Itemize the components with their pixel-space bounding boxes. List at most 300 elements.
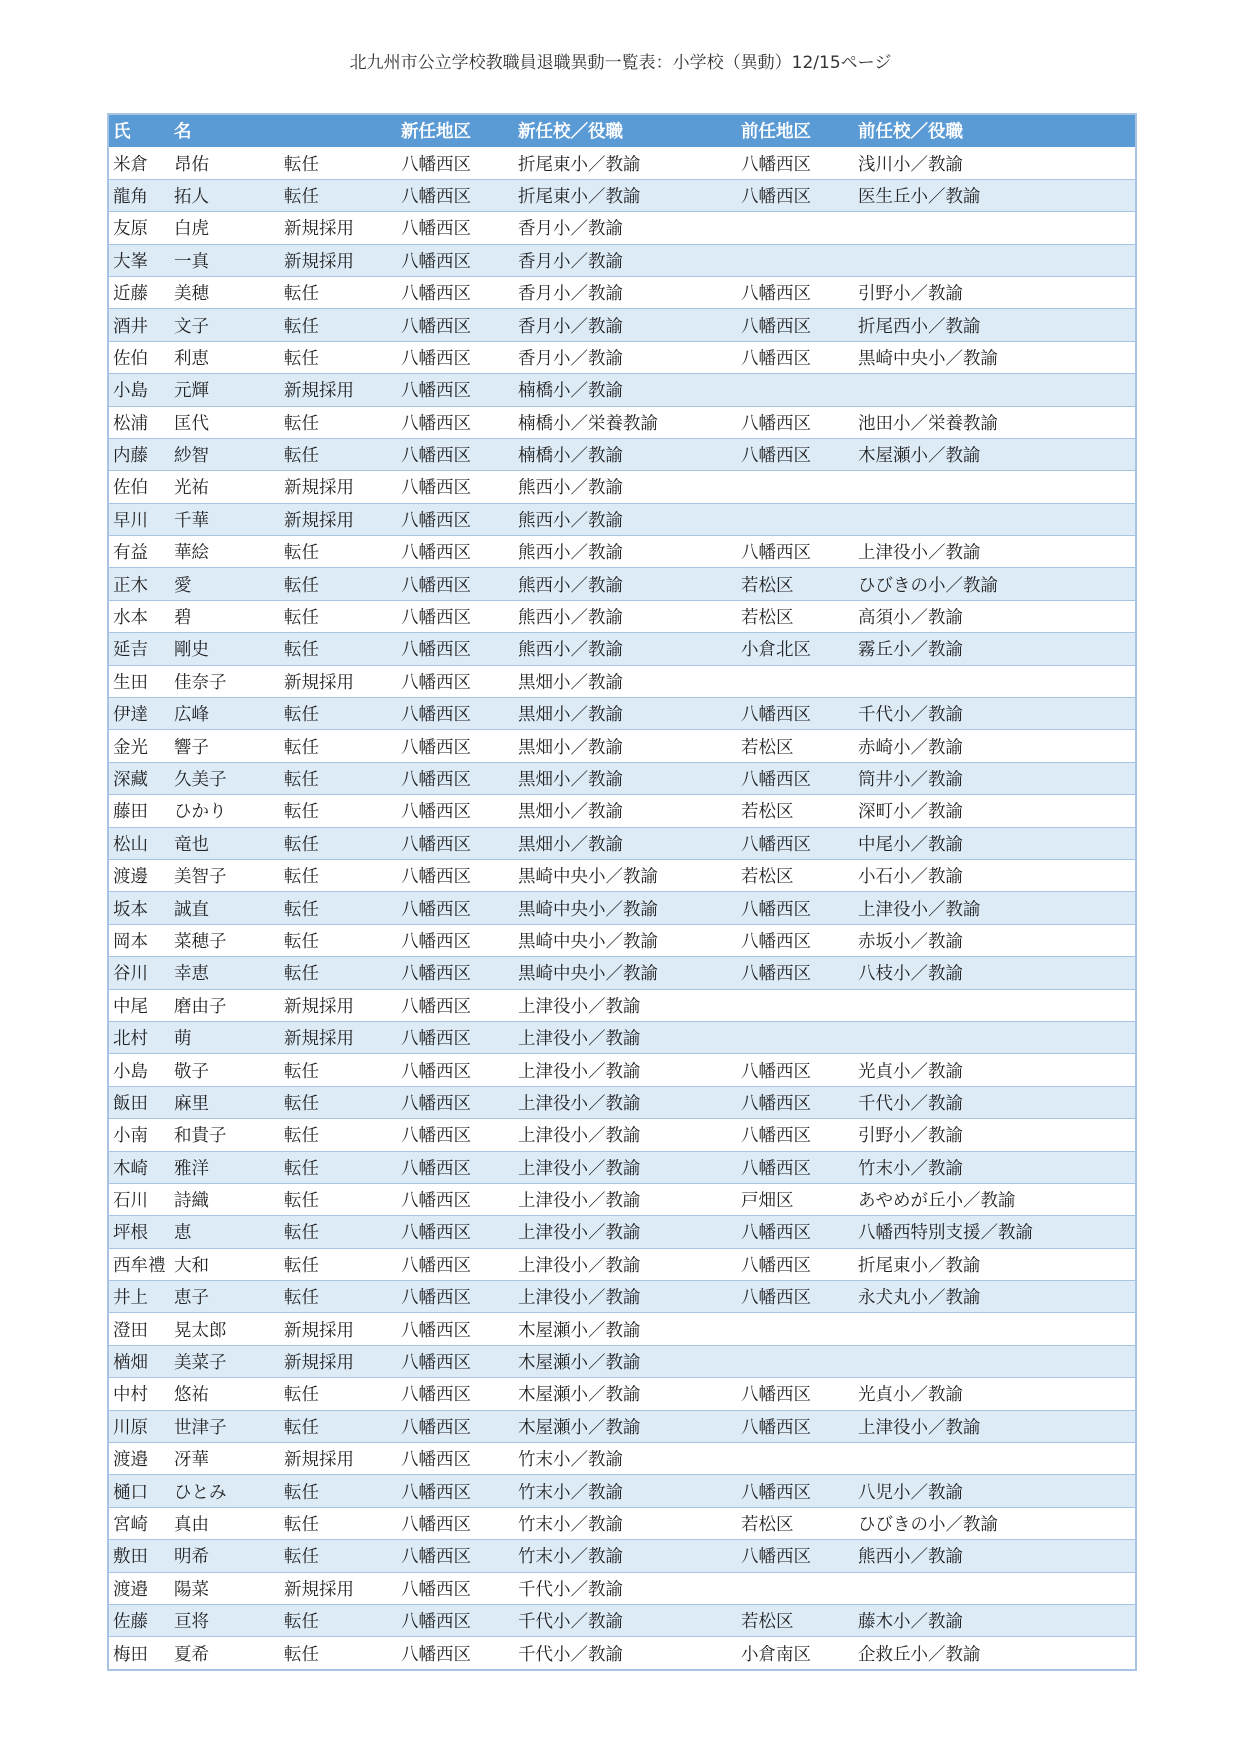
cell-new-school-role: 木屋瀬小／教諭 <box>514 1313 737 1345</box>
cell-previous-school-role: 筒井小／教諭 <box>854 762 1136 794</box>
cell-given-name: 恵 <box>170 1216 280 1248</box>
cell-new-district: 八幡西区 <box>397 924 514 956</box>
cell-new-district: 八幡西区 <box>397 1410 514 1442</box>
cell-transfer-type: 転任 <box>280 179 397 211</box>
cell-surname: 中尾 <box>108 989 170 1021</box>
cell-new-district: 八幡西区 <box>397 438 514 470</box>
cell-previous-district: 八幡西区 <box>737 438 854 470</box>
cell-previous-school-role: ひびきの小／教諭 <box>854 1507 1136 1539</box>
cell-new-school-role: 熊西小／教諭 <box>514 503 737 535</box>
cell-given-name: 敬子 <box>170 1054 280 1086</box>
cell-transfer-type: 転任 <box>280 309 397 341</box>
cell-new-district: 八幡西区 <box>397 1604 514 1636</box>
table-row <box>108 795 1136 827</box>
table-row <box>108 989 1136 1021</box>
cell-given-name: 菜穂子 <box>170 924 280 956</box>
cell-transfer-type: 新規採用 <box>280 1443 397 1475</box>
cell-given-name: 剛史 <box>170 633 280 665</box>
cell-given-name: 美智子 <box>170 859 280 891</box>
cell-previous-school-role: 折尾西小／教諭 <box>854 309 1136 341</box>
cell-surname: 酒井 <box>108 309 170 341</box>
header-transfer-type <box>280 114 397 147</box>
cell-new-school-role: 竹末小／教諭 <box>514 1540 737 1572</box>
cell-new-district: 八幡西区 <box>397 1313 514 1345</box>
cell-new-school-role: 竹末小／教諭 <box>514 1507 737 1539</box>
cell-new-school-role: 楠橋小／教諭 <box>514 374 737 406</box>
table-row <box>108 859 1136 891</box>
cell-new-school-role: 黒崎中央小／教諭 <box>514 957 737 989</box>
cell-surname: 澄田 <box>108 1313 170 1345</box>
header-previous-school-role: 前任校／役職 <box>854 114 1136 147</box>
cell-previous-district: 若松区 <box>737 600 854 632</box>
cell-surname: 宮崎 <box>108 1507 170 1539</box>
cell-surname: 坪根 <box>108 1216 170 1248</box>
cell-previous-school-role: 企救丘小／教諭 <box>854 1637 1136 1670</box>
cell-surname: 木崎 <box>108 1151 170 1183</box>
cell-given-name: 利恵 <box>170 341 280 373</box>
cell-given-name: 磨由子 <box>170 989 280 1021</box>
cell-surname: 北村 <box>108 1021 170 1053</box>
cell-given-name: 真由 <box>170 1507 280 1539</box>
cell-transfer-type: 新規採用 <box>280 374 397 406</box>
cell-given-name: 美穂 <box>170 276 280 308</box>
cell-surname: 渡邉 <box>108 1572 170 1604</box>
cell-new-school-role: 香月小／教諭 <box>514 309 737 341</box>
cell-previous-school-role <box>854 1345 1136 1377</box>
cell-new-school-role: 上津役小／教諭 <box>514 1183 737 1215</box>
cell-new-school-role: 上津役小／教諭 <box>514 1054 737 1086</box>
cell-previous-district: 八幡西区 <box>737 276 854 308</box>
cell-surname: 早川 <box>108 503 170 535</box>
table-row <box>108 1086 1136 1118</box>
table-row <box>108 536 1136 568</box>
cell-previous-school-role: 小石小／教諭 <box>854 859 1136 891</box>
cell-new-school-role: 黒崎中央小／教諭 <box>514 859 737 891</box>
cell-given-name: 佳奈子 <box>170 665 280 697</box>
cell-previous-school-role <box>854 212 1136 244</box>
header-new-district: 新任地区 <box>397 114 514 147</box>
cell-new-district: 八幡西区 <box>397 892 514 924</box>
cell-surname: 楢畑 <box>108 1345 170 1377</box>
cell-surname: 西牟禮 <box>108 1248 170 1280</box>
cell-surname: 佐藤 <box>108 1604 170 1636</box>
cell-given-name: 明希 <box>170 1540 280 1572</box>
cell-previous-school-role: 永犬丸小／教諭 <box>854 1281 1136 1313</box>
cell-surname: 佐伯 <box>108 341 170 373</box>
cell-previous-school-role <box>854 244 1136 276</box>
cell-new-school-role: 上津役小／教諭 <box>514 989 737 1021</box>
cell-previous-school-role <box>854 471 1136 503</box>
header-surname: 氏 <box>108 114 170 147</box>
cell-new-district: 八幡西区 <box>397 1540 514 1572</box>
cell-given-name: 竜也 <box>170 827 280 859</box>
cell-previous-district: 八幡西区 <box>737 762 854 794</box>
cell-previous-district: 八幡西区 <box>737 341 854 373</box>
cell-new-district: 八幡西区 <box>397 309 514 341</box>
cell-previous-school-role <box>854 989 1136 1021</box>
table-row <box>108 1540 1136 1572</box>
table-row <box>108 341 1136 373</box>
cell-transfer-type: 転任 <box>280 1054 397 1086</box>
cell-previous-district: 八幡西区 <box>737 1475 854 1507</box>
table-row <box>108 1475 1136 1507</box>
table-row <box>108 1313 1136 1345</box>
cell-previous-district: 八幡西区 <box>737 924 854 956</box>
cell-new-district: 八幡西区 <box>397 179 514 211</box>
cell-transfer-type: 転任 <box>280 1119 397 1151</box>
cell-new-school-role: 熊西小／教諭 <box>514 471 737 503</box>
cell-previous-district: 若松区 <box>737 1507 854 1539</box>
table-row <box>108 568 1136 600</box>
cell-previous-school-role <box>854 1572 1136 1604</box>
cell-new-school-role: 千代小／教諭 <box>514 1637 737 1670</box>
cell-previous-district: 八幡西区 <box>737 892 854 924</box>
table-row <box>108 1021 1136 1053</box>
cell-previous-school-role: 光貞小／教諭 <box>854 1378 1136 1410</box>
table-row <box>108 1119 1136 1151</box>
cell-previous-district <box>737 374 854 406</box>
cell-previous-school-role: 浅川小／教諭 <box>854 147 1136 179</box>
cell-given-name: 広峰 <box>170 698 280 730</box>
cell-new-district: 八幡西区 <box>397 1378 514 1410</box>
cell-previous-district: 八幡西区 <box>737 1054 854 1086</box>
table-row <box>108 212 1136 244</box>
cell-given-name: 大和 <box>170 1248 280 1280</box>
cell-transfer-type: 転任 <box>280 762 397 794</box>
cell-previous-district <box>737 1021 854 1053</box>
cell-given-name: 昂佑 <box>170 147 280 179</box>
cell-new-school-role: 竹末小／教諭 <box>514 1475 737 1507</box>
cell-previous-district: 若松区 <box>737 1604 854 1636</box>
cell-previous-school-role: 深町小／教諭 <box>854 795 1136 827</box>
cell-new-district: 八幡西区 <box>397 1054 514 1086</box>
table-row <box>108 1378 1136 1410</box>
cell-new-district: 八幡西区 <box>397 633 514 665</box>
cell-given-name: 一真 <box>170 244 280 276</box>
cell-surname: 中村 <box>108 1378 170 1410</box>
table-row <box>108 827 1136 859</box>
cell-new-district: 八幡西区 <box>397 600 514 632</box>
table-row <box>108 471 1136 503</box>
cell-previous-district: 若松区 <box>737 795 854 827</box>
cell-new-school-role: 黒崎中央小／教諭 <box>514 924 737 956</box>
cell-surname: 友原 <box>108 212 170 244</box>
cell-new-district: 八幡西区 <box>397 341 514 373</box>
cell-transfer-type: 転任 <box>280 1378 397 1410</box>
cell-transfer-type: 新規採用 <box>280 244 397 276</box>
cell-previous-school-role: ひびきの小／教諭 <box>854 568 1136 600</box>
cell-previous-district: 八幡西区 <box>737 1086 854 1118</box>
cell-previous-school-role: あやめが丘小／教諭 <box>854 1183 1136 1215</box>
cell-previous-district: 若松区 <box>737 859 854 891</box>
cell-new-district: 八幡西区 <box>397 244 514 276</box>
cell-transfer-type: 新規採用 <box>280 1313 397 1345</box>
cell-new-district: 八幡西区 <box>397 1507 514 1539</box>
cell-previous-school-role: 上津役小／教諭 <box>854 892 1136 924</box>
cell-given-name: 華絵 <box>170 536 280 568</box>
cell-previous-school-role: 上津役小／教諭 <box>854 1410 1136 1442</box>
cell-previous-district: 八幡西区 <box>737 1378 854 1410</box>
cell-new-district: 八幡西区 <box>397 795 514 827</box>
cell-new-school-role: 千代小／教諭 <box>514 1572 737 1604</box>
header-row <box>108 114 1136 147</box>
cell-previous-district <box>737 1313 854 1345</box>
page-title: 北九州市公立学校教職員退職異動一覧表：小学校（異動）12/15ページ <box>349 53 892 73</box>
cell-previous-school-role: 千代小／教諭 <box>854 1086 1136 1118</box>
table-row <box>108 309 1136 341</box>
cell-new-school-role: 楠橋小／教諭 <box>514 438 737 470</box>
cell-new-district: 八幡西区 <box>397 503 514 535</box>
cell-previous-school-role: 医生丘小／教諭 <box>854 179 1136 211</box>
table-row <box>108 1281 1136 1313</box>
cell-given-name: 和貴子 <box>170 1119 280 1151</box>
cell-surname: 坂本 <box>108 892 170 924</box>
cell-surname: 有益 <box>108 536 170 568</box>
cell-given-name: 碧 <box>170 600 280 632</box>
table-row <box>108 1054 1136 1086</box>
cell-previous-district: 八幡西区 <box>737 1281 854 1313</box>
cell-new-district: 八幡西区 <box>397 1119 514 1151</box>
cell-surname: 飯田 <box>108 1086 170 1118</box>
cell-previous-district: 八幡西区 <box>737 698 854 730</box>
cell-new-school-role: 上津役小／教諭 <box>514 1216 737 1248</box>
table-row <box>108 1604 1136 1636</box>
table-row <box>108 600 1136 632</box>
cell-surname: 伊達 <box>108 698 170 730</box>
cell-surname: 小島 <box>108 374 170 406</box>
cell-previous-district: 八幡西区 <box>737 957 854 989</box>
cell-previous-district <box>737 1443 854 1475</box>
cell-previous-school-role <box>854 1021 1136 1053</box>
cell-previous-district: 小倉南区 <box>737 1637 854 1670</box>
cell-new-district: 八幡西区 <box>397 762 514 794</box>
cell-surname: 渡邉 <box>108 1443 170 1475</box>
cell-given-name: 麻里 <box>170 1086 280 1118</box>
header-previous-district: 前任地区 <box>737 114 854 147</box>
cell-new-district: 八幡西区 <box>397 1345 514 1377</box>
table-row <box>108 1410 1136 1442</box>
cell-transfer-type: 転任 <box>280 633 397 665</box>
cell-new-school-role: 折尾東小／教諭 <box>514 147 737 179</box>
table-row <box>108 374 1136 406</box>
cell-transfer-type: 新規採用 <box>280 212 397 244</box>
cell-given-name: 白虎 <box>170 212 280 244</box>
cell-previous-district: 戸畑区 <box>737 1183 854 1215</box>
cell-previous-school-role <box>854 1443 1136 1475</box>
cell-previous-school-role: 木屋瀬小／教諭 <box>854 438 1136 470</box>
cell-transfer-type: 新規採用 <box>280 471 397 503</box>
personnel-table <box>107 113 1137 1671</box>
cell-new-school-role: 熊西小／教諭 <box>514 568 737 600</box>
table-row <box>108 1183 1136 1215</box>
cell-transfer-type: 転任 <box>280 1507 397 1539</box>
cell-new-district: 八幡西区 <box>397 147 514 179</box>
cell-surname: 敷田 <box>108 1540 170 1572</box>
cell-new-district: 八幡西区 <box>397 1572 514 1604</box>
cell-previous-school-role: 赤崎小／教諭 <box>854 730 1136 762</box>
cell-previous-school-role: 中尾小／教諭 <box>854 827 1136 859</box>
cell-surname: 小南 <box>108 1119 170 1151</box>
cell-new-district: 八幡西区 <box>397 1248 514 1280</box>
cell-previous-district <box>737 212 854 244</box>
cell-transfer-type: 転任 <box>280 924 397 956</box>
cell-surname: 近藤 <box>108 276 170 308</box>
cell-previous-district: 若松区 <box>737 568 854 600</box>
table-row <box>108 1151 1136 1183</box>
cell-new-school-role: 黒崎中央小／教諭 <box>514 892 737 924</box>
cell-transfer-type: 転任 <box>280 147 397 179</box>
table-row <box>108 1345 1136 1377</box>
cell-transfer-type: 新規採用 <box>280 665 397 697</box>
cell-previous-school-role: 熊西小／教諭 <box>854 1540 1136 1572</box>
cell-previous-district: 八幡西区 <box>737 1151 854 1183</box>
cell-given-name: 千華 <box>170 503 280 535</box>
cell-previous-district: 八幡西区 <box>737 1540 854 1572</box>
cell-transfer-type: 転任 <box>280 795 397 827</box>
cell-given-name: ひかり <box>170 795 280 827</box>
cell-previous-school-role: 黒崎中央小／教諭 <box>854 341 1136 373</box>
table-row <box>108 1637 1136 1670</box>
cell-given-name: 誠直 <box>170 892 280 924</box>
cell-new-district: 八幡西区 <box>397 1151 514 1183</box>
cell-transfer-type: 新規採用 <box>280 1345 397 1377</box>
cell-transfer-type: 転任 <box>280 1604 397 1636</box>
cell-new-school-role: 香月小／教諭 <box>514 212 737 244</box>
cell-previous-district: 八幡西区 <box>737 147 854 179</box>
cell-surname: 龍角 <box>108 179 170 211</box>
table-row <box>108 633 1136 665</box>
cell-new-school-role: 上津役小／教諭 <box>514 1281 737 1313</box>
table-row <box>108 244 1136 276</box>
table-row <box>108 1572 1136 1604</box>
cell-given-name: ひとみ <box>170 1475 280 1507</box>
table-row <box>108 665 1136 697</box>
cell-transfer-type: 転任 <box>280 1475 397 1507</box>
cell-new-district: 八幡西区 <box>397 1183 514 1215</box>
cell-transfer-type: 新規採用 <box>280 989 397 1021</box>
cell-transfer-type: 新規採用 <box>280 503 397 535</box>
cell-surname: 藤田 <box>108 795 170 827</box>
cell-given-name: 世津子 <box>170 1410 280 1442</box>
cell-previous-district: 八幡西区 <box>737 1216 854 1248</box>
cell-given-name: 光祐 <box>170 471 280 503</box>
cell-transfer-type: 転任 <box>280 276 397 308</box>
cell-new-school-role: 熊西小／教諭 <box>514 600 737 632</box>
cell-new-school-role: 竹末小／教諭 <box>514 1443 737 1475</box>
cell-new-school-role: 上津役小／教諭 <box>514 1021 737 1053</box>
cell-new-district: 八幡西区 <box>397 568 514 600</box>
cell-previous-school-role: 上津役小／教諭 <box>854 536 1136 568</box>
cell-new-district: 八幡西区 <box>397 1086 514 1118</box>
cell-transfer-type: 転任 <box>280 568 397 600</box>
cell-transfer-type: 転任 <box>280 438 397 470</box>
cell-previous-school-role: 八幡西特別支援／教諭 <box>854 1216 1136 1248</box>
cell-new-school-role: 上津役小／教諭 <box>514 1248 737 1280</box>
cell-new-school-role: 熊西小／教諭 <box>514 633 737 665</box>
cell-previous-district <box>737 665 854 697</box>
cell-new-school-role: 熊西小／教諭 <box>514 536 737 568</box>
cell-new-school-role: 千代小／教諭 <box>514 1604 737 1636</box>
table-row <box>108 762 1136 794</box>
table-row <box>108 1216 1136 1248</box>
cell-surname: 水本 <box>108 600 170 632</box>
cell-transfer-type: 転任 <box>280 827 397 859</box>
cell-transfer-type: 転任 <box>280 957 397 989</box>
cell-transfer-type: 転任 <box>280 859 397 891</box>
cell-transfer-type: 転任 <box>280 1151 397 1183</box>
cell-new-district: 八幡西区 <box>397 276 514 308</box>
cell-new-district: 八幡西区 <box>397 1475 514 1507</box>
cell-new-district: 八幡西区 <box>397 1216 514 1248</box>
cell-new-school-role: 折尾東小／教諭 <box>514 179 737 211</box>
table-row <box>108 406 1136 438</box>
cell-given-name: 匡代 <box>170 406 280 438</box>
cell-surname: 小島 <box>108 1054 170 1086</box>
cell-previous-district: 八幡西区 <box>737 179 854 211</box>
cell-previous-school-role: 霧丘小／教諭 <box>854 633 1136 665</box>
cell-new-school-role: 上津役小／教諭 <box>514 1086 737 1118</box>
cell-new-district: 八幡西区 <box>397 1021 514 1053</box>
cell-surname: 松山 <box>108 827 170 859</box>
cell-transfer-type: 転任 <box>280 1281 397 1313</box>
cell-surname: 佐伯 <box>108 471 170 503</box>
cell-new-district: 八幡西区 <box>397 859 514 891</box>
cell-surname: 生田 <box>108 665 170 697</box>
table-row <box>108 179 1136 211</box>
cell-transfer-type: 新規採用 <box>280 1021 397 1053</box>
cell-new-district: 八幡西区 <box>397 665 514 697</box>
cell-surname: 梅田 <box>108 1637 170 1670</box>
cell-previous-school-role: 千代小／教諭 <box>854 698 1136 730</box>
cell-new-district: 八幡西区 <box>397 406 514 438</box>
cell-previous-school-role <box>854 1313 1136 1345</box>
cell-previous-school-role: 高須小／教諭 <box>854 600 1136 632</box>
cell-new-district: 八幡西区 <box>397 374 514 406</box>
cell-previous-district: 八幡西区 <box>737 536 854 568</box>
cell-previous-district <box>737 503 854 535</box>
cell-new-district: 八幡西区 <box>397 1637 514 1670</box>
cell-given-name: 冴華 <box>170 1443 280 1475</box>
table-row <box>108 698 1136 730</box>
cell-new-district: 八幡西区 <box>397 957 514 989</box>
header-given-name: 名 <box>170 114 280 147</box>
cell-previous-district: 八幡西区 <box>737 827 854 859</box>
cell-transfer-type: 転任 <box>280 1248 397 1280</box>
cell-transfer-type: 転任 <box>280 1540 397 1572</box>
cell-given-name: 愛 <box>170 568 280 600</box>
cell-given-name: 悠祐 <box>170 1378 280 1410</box>
cell-given-name: 拓人 <box>170 179 280 211</box>
cell-previous-school-role: 引野小／教諭 <box>854 276 1136 308</box>
cell-surname: 米倉 <box>108 147 170 179</box>
cell-surname: 大峯 <box>108 244 170 276</box>
table-row <box>108 730 1136 762</box>
cell-previous-district <box>737 244 854 276</box>
cell-new-school-role: 上津役小／教諭 <box>514 1151 737 1183</box>
cell-surname: 延吉 <box>108 633 170 665</box>
cell-new-school-role: 木屋瀬小／教諭 <box>514 1378 737 1410</box>
cell-given-name: 元輝 <box>170 374 280 406</box>
cell-previous-district: 八幡西区 <box>737 1410 854 1442</box>
cell-previous-school-role: 八児小／教諭 <box>854 1475 1136 1507</box>
cell-new-school-role: 香月小／教諭 <box>514 244 737 276</box>
table-row <box>108 957 1136 989</box>
cell-given-name: 幸恵 <box>170 957 280 989</box>
cell-given-name: 恵子 <box>170 1281 280 1313</box>
table-row <box>108 1443 1136 1475</box>
cell-transfer-type: 転任 <box>280 341 397 373</box>
cell-given-name: 紗智 <box>170 438 280 470</box>
